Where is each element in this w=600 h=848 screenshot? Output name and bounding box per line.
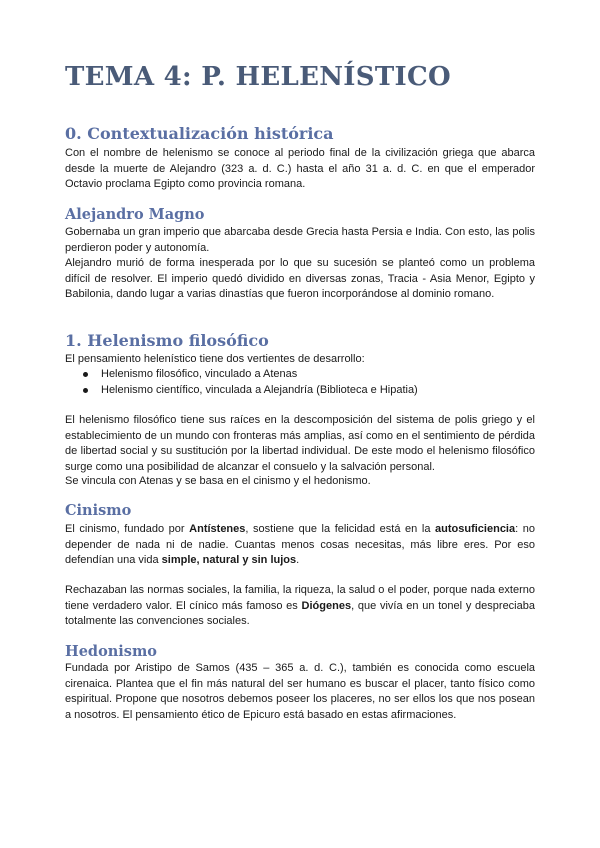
section-0-heading: 0. Contextualización histórica	[65, 124, 334, 143]
diogenes-bold: Diógenes	[301, 599, 352, 612]
hedonismo-text: Fundada por Aristipo de Samos (435 – 365 a. d. C.), también es conocida como escuela cirenaica. Plantea que el fin más natural del ser humano es buscar el placer, tanto físico como espiritual. Propone que nosotros debemos poseer los placeres, no ser ellos los que nos posean a nosotros. El pensamiento ético de Epicuro está basado en estas afirmaciones.	[65, 662, 535, 721]
vertientes-list	[80, 367, 418, 398]
section-1-heading: 1. Helenismo filosófico	[65, 331, 269, 350]
document-title: TEMA 4: P. HELENÍSTICO	[65, 62, 451, 92]
cinismo-heading: Cinismo	[65, 502, 132, 519]
cinismo-paragraph-1: El cinismo, fundado por Antístenes, sostiene que la felicidad está en la autosuficiencia: no depender de nada ni de nadie. Cuantas menos cosas necesitas, más libre eres. Por eso defendían una vida simple, natural y sin lujos.	[65, 523, 535, 566]
list-item: Helenismo filosófico, vinculado a Atenas	[80, 367, 418, 383]
antistenes-bold: Antístenes	[189, 523, 246, 535]
vida-simple-bold: simple, natural y sin lujos	[161, 554, 297, 566]
alejandro-heading: Alejandro Magno	[65, 206, 205, 223]
section-1-paragraph-2: Se vincula con Atenas y se basa en el cinismo y el hedonismo.	[65, 475, 371, 487]
section-1-paragraph-1: El helenismo filosófico tiene sus raíces en la descomposición del sistema de polis griego y el establecimiento de un mundo con fronteras más amplias, así como en el sentimiento de pérdida de libertad social y su sustitución por la libertad individual. De este modo el helenismo filosófico surge como una posibilidad de alcanzar el consuelo y la salvación personal.	[65, 414, 535, 473]
list-item: Helenismo científico, vinculada a Alejandría (Biblioteca e Hipatia)	[80, 383, 418, 399]
alejandro-paragraph-2: Alejandro murió de forma inesperada por lo que su sucesión se planteó como un problema difícil de resolver. El imperio quedó dividido en diversas zonas, Tracia - Asia Menor, Egipto y Babilonia, dando lugar a varias dinastías que fueron incorporándose al dominio romano.	[65, 257, 535, 300]
cinismo-paragraph-2: Rechazaban las normas sociales, la familia, la riqueza, la salud o el poder, porque nada externo tiene verdadero valor. El cínico más famoso es Diógenes, que vivía en un tonel y despreciaba totalmente las convenciones sociales.	[65, 584, 535, 627]
hedonismo-heading: Hedonismo	[65, 643, 157, 660]
autosuficiencia-bold: autosuficiencia	[435, 523, 516, 535]
section-0-text: Con el nombre de helenismo se conoce al periodo final de la civilización griega que abarca desde la muerte de Alejandro (323 a. d. C.) hasta el año 31 a. d. C. en que el emperador Octavio proclama Egipto como provincia romana.	[65, 147, 535, 190]
alejandro-paragraph-1: Gobernaba un gran imperio que abarcaba desde Grecia hasta Persia e India. Con esto, las polis perdieron poder y autonomía.	[65, 226, 535, 254]
section-1-intro: El pensamiento helenístico tiene dos vertientes de desarrollo:	[65, 353, 365, 365]
